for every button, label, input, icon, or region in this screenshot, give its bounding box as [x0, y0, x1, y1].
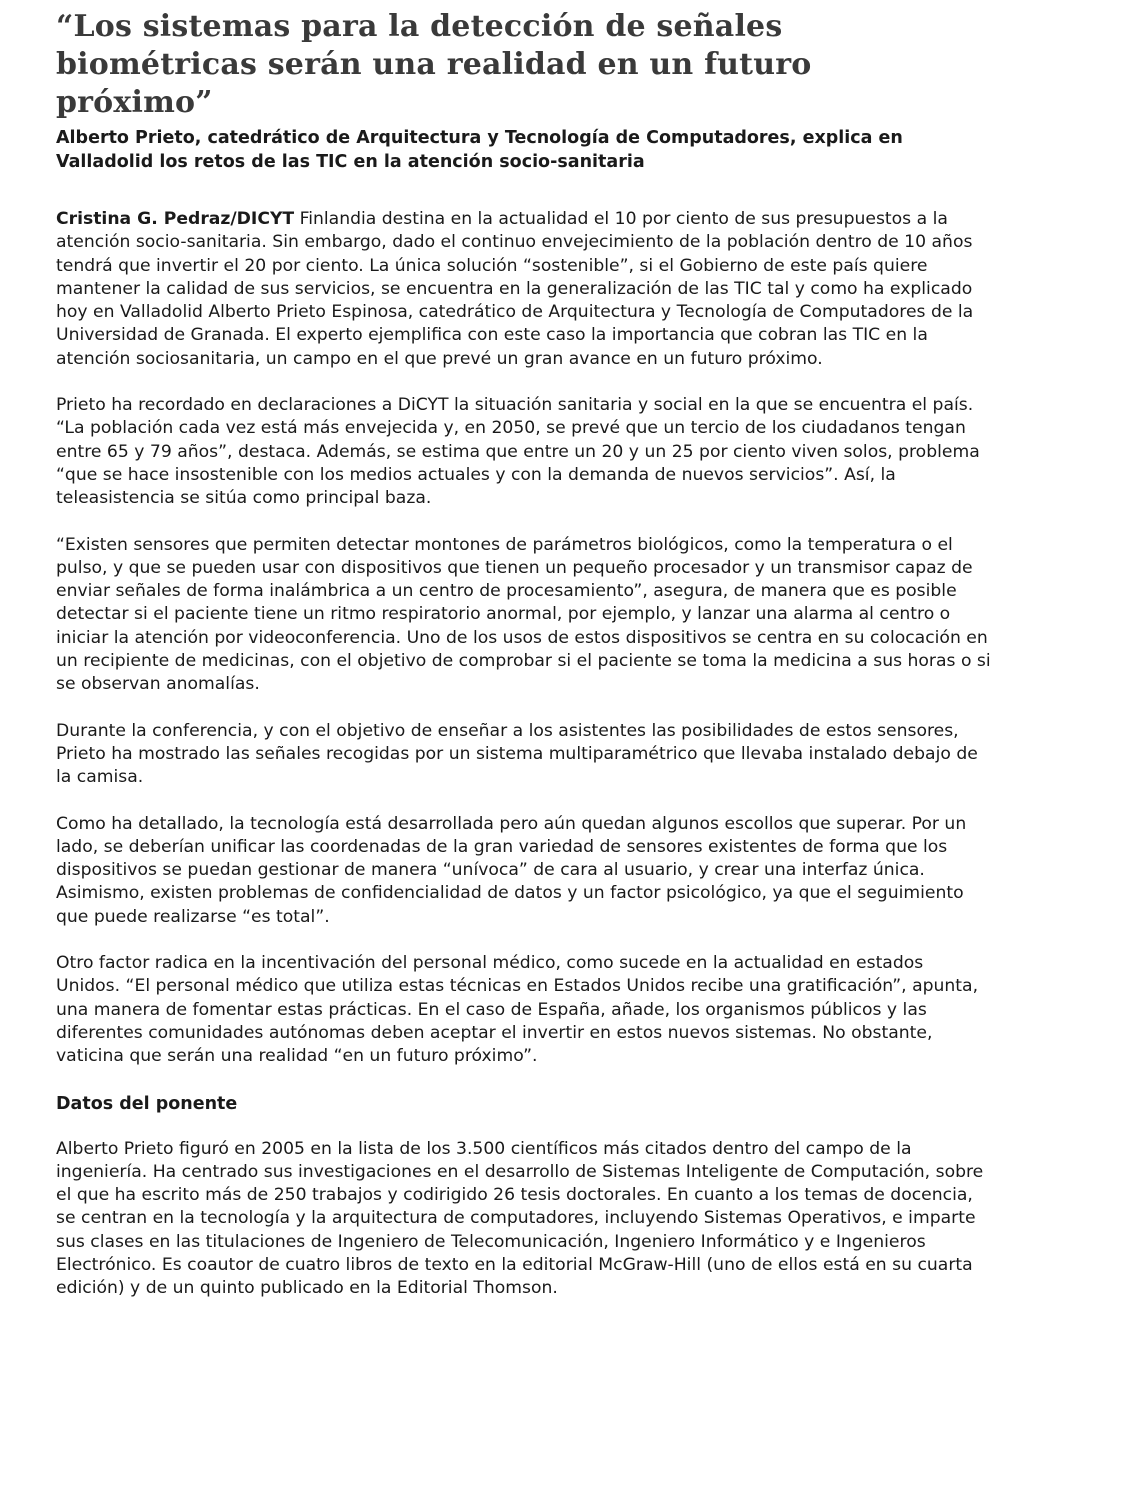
- section-heading-speaker-info: Datos del ponente: [56, 1093, 238, 1114]
- article-subheadline: Alberto Prieto, catedrático de Arquitectura y Tecnología de Computadores, explica en Valladolid los retos de las TIC en la atención socio-sanitaria: [56, 128, 903, 172]
- paragraph-4: Durante la conferencia, y con el objetivo de enseñar a los asistentes las posibilidades de estos sensores, Prieto ha mostrado las señales recogidas por un sistema multiparamétrico que llevaba instalado debajo de la camisa.: [56, 720, 978, 788]
- paragraph-2: Prieto ha recordado en declaraciones a DiCYT la situación sanitaria y social en la que se encuentra el país. “La población cada vez está más envejecida y, en 2050, se prevé que un tercio de los ciudadanos tengan entre 65 y 79 años”, destaca. Además, se estima que entre un 20 y un 25 por ciento viven solos, problema “que se hace insostenible con los medios actuales y con la demanda de nuevos servicios”. Así, la teleasistencia se sitúa como principal baza.: [56, 395, 980, 509]
- speaker-bio: Alberto Prieto figuró en 2005 en la lista de los 3.500 científicos más citados dentro del campo de la ingeniería. Ha centrado sus investigaciones en el desarrollo de Sistemas Inteligente de Computación, sobre el que ha escrito más de 250 trabajos y codirigido 26 tesis doctorales. En cuanto a los temas de docencia, se centran en la tecnología y la arquitectura de computadores, incluyendo Sistemas Operativos, e imparte sus clases en las titulaciones de Ingeniero de Telecomunicación, Ingeniero Informático y e Ingenieros Electrónico. Es coautor de cuatro libros de texto en la editorial McGraw-Hill (uno de ellos está en su cuarta edición) y de un quinto publicado en la Editorial Thomson.: [56, 1138, 984, 1299]
- paragraph-6: Otro factor radica en la incentivación del personal médico, como sucede en la actualidad en estados Unidos. “El personal médico que utiliza estas técnicas en Estados Unidos recibe una gratificación”, apunta, una manera de fomentar estas prácticas. En el caso de España, añade, los organismos públicos y las diferentes comunidades autónomas deben aceptar el invertir en estos nuevos sistemas. No obstante, vaticina que serán una realidad “en un futuro próximo”.: [56, 953, 979, 1067]
- paragraph-5: Como ha detallado, la tecnología está desarrollada pero aún quedan algunos escollos que superar. Por un lado, se deberían unificar las coordenadas de la gran variedad de sensores existentes de forma que los dispositivos se puedan gestionar de manera “unívoca” de cara al usuario, y crear una interfaz única. Asimismo, existen problemas de confidencialidad de datos y un factor psicológico, ya que el seguimiento que puede realizarse “es total”.: [56, 813, 967, 927]
- article: [56, 8, 991, 1301]
- byline: Cristina G. Pedraz/DICYT: [56, 209, 295, 229]
- paragraph-1-text: Finlandia destina en la actualidad el 10 por ciento de sus presupuestos a la atención socio-sanitaria. Sin embargo, dado el continuo envejecimiento de la población dentro de 10 años tendrá que invertir el 20 por ciento. La única solución “sostenible”, si el Gobierno de este país quiere mantener la calidad de sus servicios, se encuentra en la generalización de las TIC tal y como ha explicado hoy en Valladolid Alberto Prieto Espinosa, catedrático de Arquitectura y Tecnología de Computadores de la Universidad de Granada. El experto ejemplifica con este caso la importancia que cobran las TIC en la atención sociosanitaria, un campo en el que prevé un gran avance en un futuro próximo.: [56, 209, 974, 369]
- article-headline: “Los sistemas para la detección de señales biométricas serán una realidad en un futuro próximo”: [56, 9, 812, 120]
- paragraph-3: “Existen sensores que permiten detectar montones de parámetros biológicos, como la temperatura o el pulso, y que se pueden usar con dispositivos que tienen un pequeño procesador y un transmisor capaz de enviar señales de forma inalámbrica a un centro de procesamiento”, asegura, de manera que es posible detectar si el paciente tiene un ritmo respiratorio anormal, por ejemplo, y lanzar una alarma al centro o iniciar la atención por videoconferencia. Uno de los usos de estos dispositivos se centra en su colocación en un recipiente de medicinas, con el objetivo de comprobar si el paciente se toma la medicina a sus horas o si se observan anomalías.: [56, 534, 991, 695]
- paragraph-1: [56, 208, 991, 371]
